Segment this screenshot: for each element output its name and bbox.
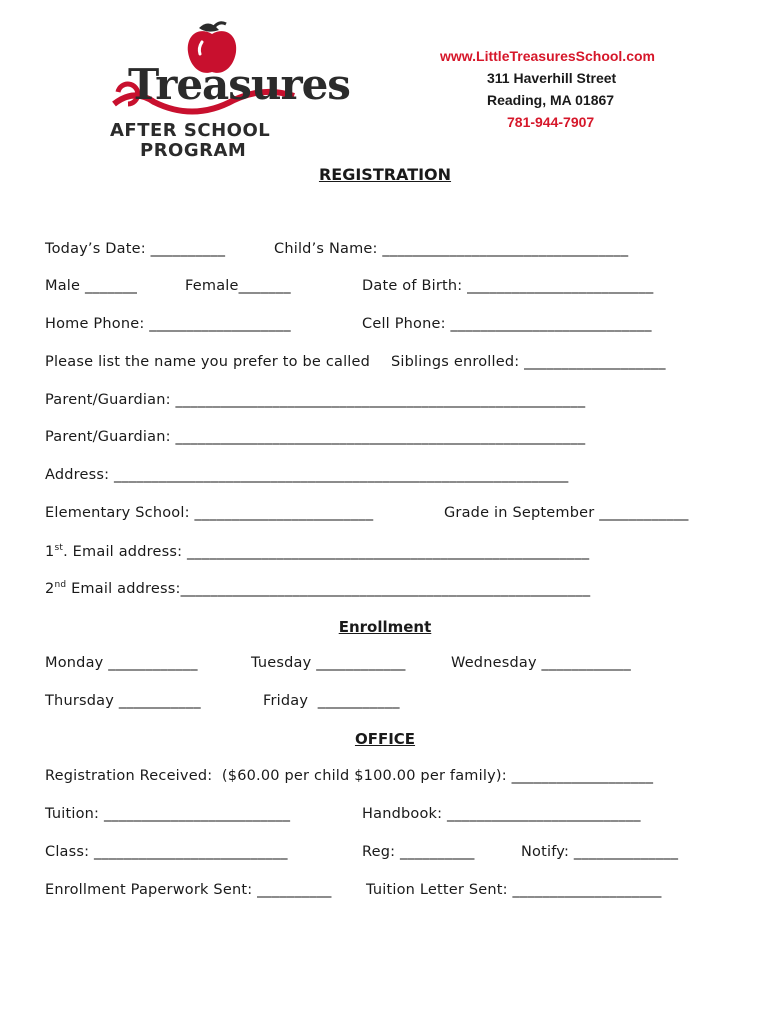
guardian-1-field[interactable]: Parent/Guardian: _______________________________________________________ — [45, 392, 586, 408]
email-2-ordinal: nd — [54, 580, 67, 590]
todays-date-field[interactable]: Today’s Date: __________ — [45, 241, 226, 257]
logo-wordmark: Treasures — [128, 60, 350, 109]
office-title: OFFICE — [354, 730, 416, 748]
email-1-number: 1 — [45, 543, 55, 560]
contact-block — [440, 45, 655, 133]
school-logo — [104, 12, 350, 162]
email-1-ordinal: st — [54, 543, 64, 553]
street-address: 311 Haverhill Street — [487, 70, 617, 86]
tuition-field[interactable]: Tuition: _________________________ — [45, 806, 291, 822]
logo-tagline-2: PROGRAM — [140, 140, 247, 161]
website-link[interactable]: www.LittleTreasuresSchool.com — [440, 48, 655, 64]
grade-field[interactable]: Grade in September ____________ — [444, 505, 689, 521]
page-title: REGISTRATION — [318, 165, 452, 184]
paperwork-sent-field[interactable]: Enrollment Paperwork Sent: __________ — [45, 882, 332, 898]
email-2-number: 2 — [45, 580, 55, 597]
email-1-field[interactable] — [45, 543, 589, 560]
reg-field[interactable]: Reg: __________ — [362, 844, 475, 860]
friday-field[interactable]: Friday ___________ — [263, 693, 400, 709]
tuesday-field[interactable]: Tuesday ____________ — [251, 655, 406, 671]
phone-number: 781-944-7907 — [507, 114, 595, 130]
thursday-field[interactable]: Thursday ___________ — [45, 693, 201, 709]
handbook-field[interactable]: Handbook: __________________________ — [362, 806, 641, 822]
class-field[interactable]: Class: __________________________ — [45, 844, 288, 860]
childs-name-field[interactable]: Child’s Name: _________________________________ — [274, 241, 629, 257]
preferred-name-label: Please list the name you prefer to be called — [45, 354, 371, 370]
guardian-2-field[interactable]: Parent/Guardian: _______________________________________________________ — [45, 429, 586, 445]
date-of-birth-field[interactable]: Date of Birth: _________________________ — [362, 278, 654, 294]
email-2-label: Email address:_______________________________________________________ — [66, 580, 591, 597]
logo-tagline-1: AFTER SCHOOL — [110, 120, 271, 141]
notify-field[interactable]: Notify: ______________ — [521, 844, 679, 860]
female-field[interactable]: Female_______ — [185, 278, 291, 294]
monday-field[interactable]: Monday ____________ — [45, 655, 198, 671]
enrollment-title: Enrollment — [338, 618, 432, 636]
wednesday-field[interactable]: Wednesday ____________ — [451, 655, 631, 671]
elementary-school-field[interactable]: Elementary School: ________________________ — [45, 505, 374, 521]
email-2-field[interactable] — [45, 580, 590, 597]
registration-received-field[interactable]: Registration Received: ($60.00 per child $100.00 per family): ___________________ — [45, 768, 654, 784]
siblings-field[interactable]: Siblings enrolled: ___________________ — [391, 354, 666, 370]
home-phone-field[interactable]: Home Phone: ___________________ — [45, 316, 291, 332]
male-field[interactable]: Male _______ — [45, 278, 138, 294]
address-field[interactable]: Address: _____________________________________________________________ — [45, 467, 569, 483]
city-address: Reading, MA 01867 — [487, 92, 615, 108]
email-1-label: . Email address: ______________________________________________________ — [63, 543, 590, 560]
tuition-letter-field[interactable]: Tuition Letter Sent: ____________________ — [366, 882, 662, 898]
cell-phone-field[interactable]: Cell Phone: ___________________________ — [362, 316, 652, 332]
